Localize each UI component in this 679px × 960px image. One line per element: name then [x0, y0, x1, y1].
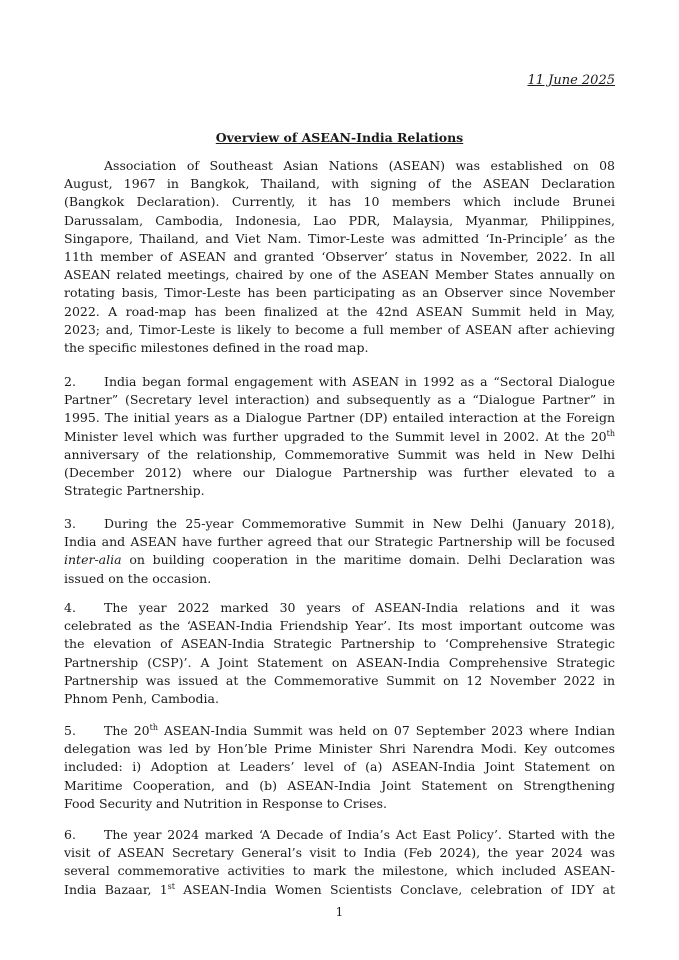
italic-term: inter-alia	[64, 552, 122, 568]
paragraph-line: (Bangkok Declaration). Currently, it has 10 members which include Brunei	[64, 194, 615, 210]
paragraph-line: Partnership (CSP)’. A Joint Statement on ASEAN-India Comprehensive Strategic	[64, 654, 615, 670]
paragraph-4	[64, 599, 615, 708]
paragraph-line: Partner” (Secretary level interaction) and subsequently as a “Dialogue Partner” in	[64, 392, 615, 408]
ordinal-superscript: st	[167, 881, 175, 891]
paragraph-line: The year 2022 marked 30 years of ASEAN-India relations and it was	[104, 600, 615, 615]
paragraph-line: India began formal engagement with ASEAN in 1992 as a “Sectoral Dialogue	[104, 374, 615, 389]
paragraph-line: issued on the occasion.	[64, 570, 212, 586]
paragraph-line: Food Security and Nutrition in Response to Crises.	[64, 795, 387, 811]
paragraph-line: Minister level which was further upgraded to the Summit level in 2002. At the 20	[64, 428, 607, 444]
paragraph-line: ASEAN-India Summit was held on 07 September 2023 where Indian	[158, 723, 615, 738]
paragraph-line: celebrated as the ‘ASEAN-India Friendship Year’. Its most important outcome was	[64, 618, 615, 634]
paragraph-line: (December 2012) where our Dialogue Partnership was further elevated to a	[64, 465, 615, 481]
paragraph-line: rotating basis, Timor-Leste has been participating as an Observer since November	[64, 285, 615, 301]
ordinal-superscript: th	[606, 428, 615, 438]
paragraph-line: 2022. A road-map has been finalized at the 42nd ASEAN Summit held in May,	[64, 303, 615, 319]
paragraph-2	[64, 373, 615, 500]
paragraph-line: anniversary of the relationship, Commemorative Summit was held in New Delhi	[64, 446, 615, 462]
paragraph-number: 4.	[64, 600, 76, 615]
paragraph-line: the specific milestones defined in the road map.	[64, 340, 369, 356]
paragraph-line: 2023; and, Timor-Leste is likely to become a full member of ASEAN after achieving	[64, 321, 615, 337]
paragraph-line: India and ASEAN have further agreed that our Strategic Partnership will be focused	[64, 534, 615, 550]
document-title: Overview of ASEAN-India Relations	[215, 130, 464, 145]
paragraph-number: 6.	[64, 827, 76, 842]
paragraph-line: on building cooperation in the maritime domain. Delhi Declaration was	[121, 552, 615, 568]
paragraph-3	[64, 515, 615, 588]
paragraph-line: several commemorative activities to mark the milestone, which included ASEAN-	[64, 863, 615, 879]
paragraph-number: 3.	[64, 516, 76, 531]
paragraph-line: 1995. The initial years as a Dialogue Partner (DP) entailed interaction at the Foreign	[64, 410, 615, 426]
paragraph-line: August, 1967 in Bangkok, Thailand, with signing of the ASEAN Declaration	[64, 176, 615, 192]
paragraph-line: the elevation of ASEAN-India Strategic Partnership to ‘Comprehensive Strategic	[64, 636, 615, 652]
paragraph-line: Singapore, Thailand, and Viet Nam. Timor-Leste was admitted ‘In-Principle’ as the	[64, 230, 615, 246]
paragraph-line: Partnership was issued at the Commemorative Summit on 12 November 2022 in	[64, 672, 615, 688]
paragraph-6	[64, 826, 615, 899]
paragraph-line: included: i) Adoption at Leaders’ level of (a) ASEAN-India Joint Statement on	[64, 759, 615, 775]
paragraph-line: Darussalam, Cambodia, Indonesia, Lao PDR, Malaysia, Myanmar, Philippines,	[64, 212, 615, 228]
paragraph-line: ASEAN related meetings, chaired by one of the ASEAN Member States annually on	[64, 267, 615, 283]
paragraph-line: India Bazaar, 1	[64, 881, 168, 897]
document-date: 11 June 2025	[527, 73, 615, 88]
paragraph-line: Phnom Penh, Cambodia.	[64, 691, 219, 707]
paragraph-line: visit of ASEAN Secretary General’s visit to India (Feb 2024), the year 2024 was	[64, 845, 615, 861]
page-number: 1	[335, 905, 344, 919]
paragraph-number: 5.	[64, 723, 76, 738]
paragraph-line: delegation was led by Hon’ble Prime Minister Shri Narendra Modi. Key outcomes	[64, 741, 615, 757]
paragraph-line: Strategic Partnership.	[64, 483, 205, 499]
paragraph-line: ASEAN-India Women Scientists Conclave, celebration of IDY at	[175, 881, 615, 897]
paragraph-line: During the 25-year Commemorative Summit in New Delhi (January 2018),	[104, 516, 615, 531]
paragraph-5	[64, 722, 615, 813]
paragraph-1	[64, 157, 615, 357]
paragraph-line: The year 2024 marked ‘A Decade of India’s Act East Policy’. Started with the	[104, 827, 615, 842]
paragraph-line: 11th member of ASEAN and granted ‘Observer’ status in November, 2022. In all	[64, 249, 615, 265]
paragraph-number: 2.	[64, 374, 76, 389]
paragraph-line: Maritime Cooperation, and (b) ASEAN-India Joint Statement on Strengthening	[64, 777, 615, 793]
paragraph-line: The 20	[104, 723, 150, 738]
paragraph-line: Association of Southeast Asian Nations (ASEAN) was established on 08	[104, 158, 615, 173]
ordinal-superscript: th	[149, 722, 159, 732]
document-page	[64, 0, 615, 960]
